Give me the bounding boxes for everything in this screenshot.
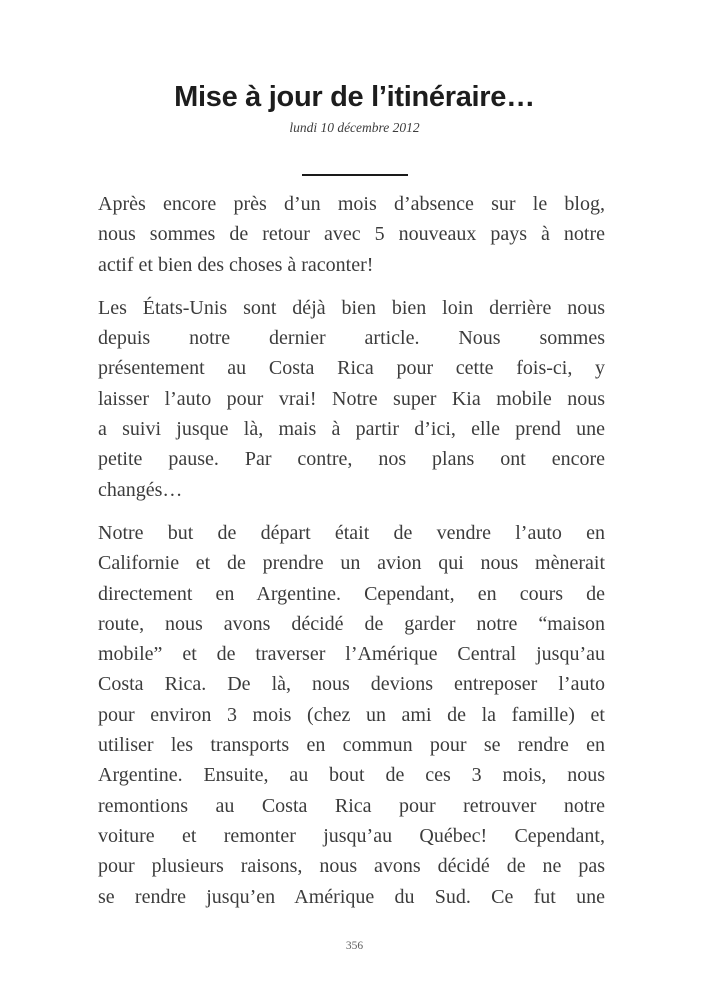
body-line: Après encore près d’un mois d’absence sur le blog,	[98, 193, 605, 215]
section-divider	[302, 174, 408, 176]
body-line: se rendre jusqu’en Amérique du Sud. Ce fut une	[98, 885, 605, 908]
body-line: nous sommes de retour avec 5 nouveaux pays à notre	[98, 223, 605, 246]
body-line: présentement au Costa Rica pour cette fois-ci, y	[98, 357, 605, 380]
page-number: 356	[345, 940, 364, 952]
body-line: changés…	[98, 478, 183, 501]
post-title: Mise à jour de l’itinéraire…	[174, 81, 535, 113]
body-line: a suivi jusque là, mais à partir d’ici, elle prend une	[98, 418, 605, 441]
post-body	[98, 189, 605, 925]
body-line: Costa Rica. De là, nous devions entreposer l’auto	[98, 673, 605, 696]
body-line: pour plusieurs raisons, nous avons décidé de ne pas	[98, 855, 605, 878]
body-line: remontions au Costa Rica pour retrouver notre	[98, 794, 605, 817]
body-line: directement en Argentine. Cependant, en cours de	[98, 582, 605, 605]
body-line: pour environ 3 mois (chez un ami de la famille) et	[98, 703, 605, 726]
body-line: actif et bien des choses à raconter!	[98, 253, 374, 276]
body-line: utiliser les transports en commun pour se rendre en	[98, 734, 605, 757]
body-line: petite pause. Par contre, nos plans ont encore	[98, 448, 605, 471]
body-line: Argentine. Ensuite, au bout de ces 3 mois, nous	[98, 764, 605, 787]
body-line: mobile” et de traverser l’Amérique Central jusqu’au	[98, 643, 605, 666]
body-line: Les États-Unis sont déjà bien bien loin derrière nous	[98, 296, 605, 319]
body-line: voiture et remonter jusqu’au Québec! Cependant,	[98, 824, 605, 847]
body-line: laisser l’auto pour vrai! Notre super Kia mobile nous	[98, 387, 605, 410]
body-line: route, nous avons décidé de garder notre “maison	[98, 612, 605, 635]
body-line: Californie et de prendre un avion qui nous mènerait	[98, 552, 605, 575]
paragraph	[98, 293, 605, 505]
paragraph	[98, 189, 605, 280]
body-line: depuis notre dernier article. Nous sommes	[98, 327, 605, 350]
paragraph	[98, 518, 605, 912]
body-line: Notre but de départ était de vendre l’auto en	[98, 521, 605, 544]
post-date: lundi 10 décembre 2012	[289, 120, 420, 135]
